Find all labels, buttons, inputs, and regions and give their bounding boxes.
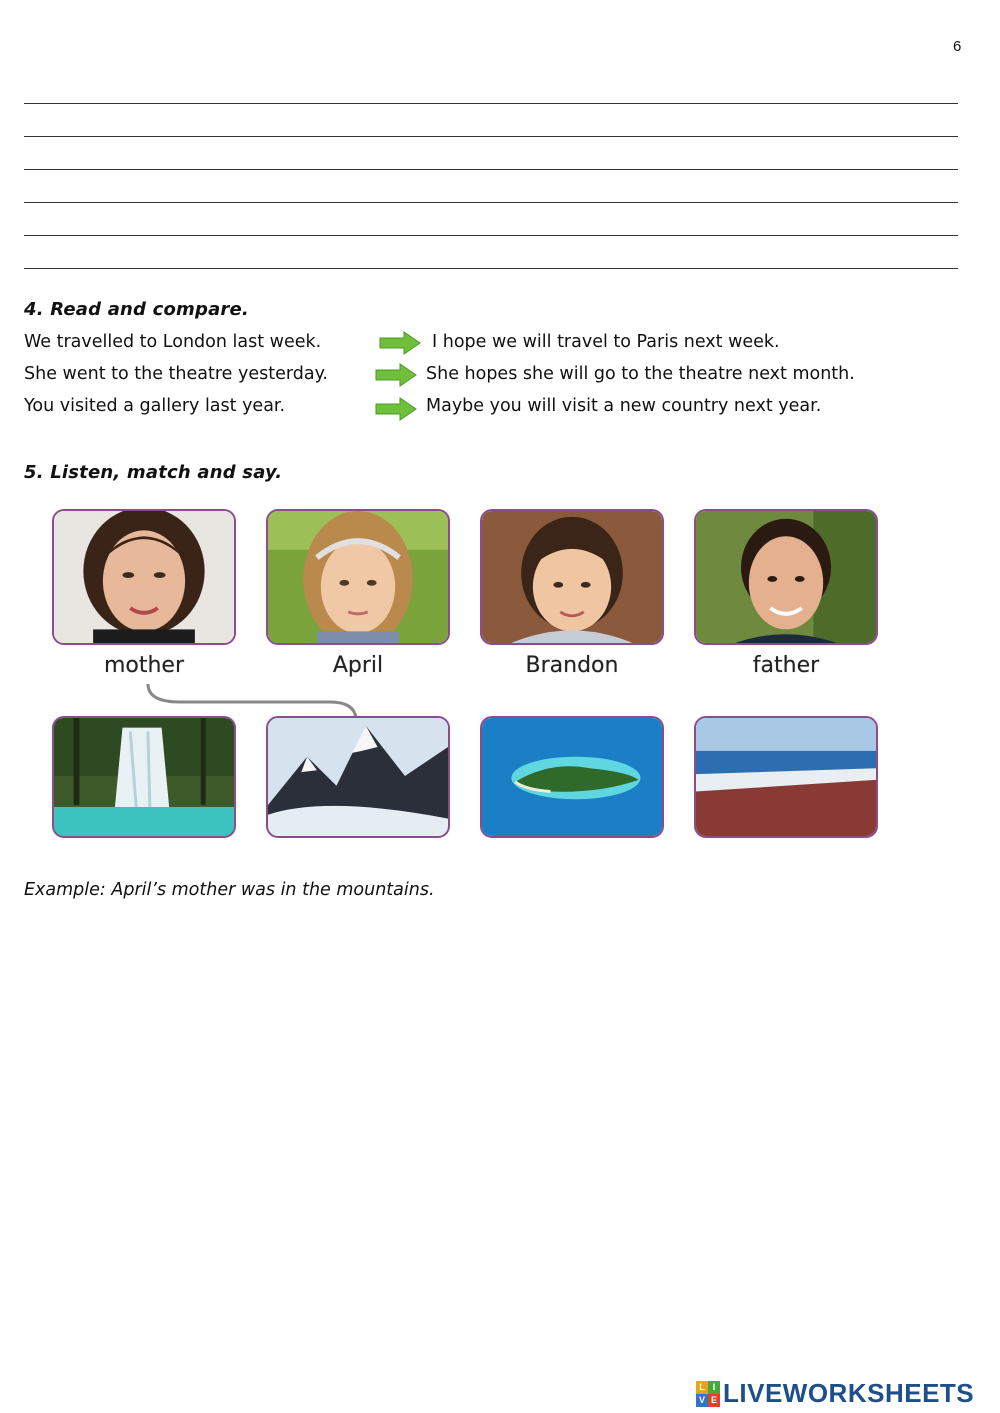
past-sentence: You visited a gallery last year. [24, 396, 286, 416]
person-label: mother [103, 653, 185, 678]
green-arrow-icon [374, 363, 418, 387]
green-arrow-icon [374, 397, 418, 421]
person-label: father [752, 653, 820, 678]
future-sentence: She hopes she will go to the theatre next month. [426, 364, 855, 384]
woman-portrait[interactable] [52, 509, 236, 645]
page-number: 6 [953, 38, 962, 55]
section5-heading: 5. Listen, match and say. [24, 462, 283, 483]
island-photo[interactable] [480, 716, 664, 838]
writing-line[interactable] [24, 136, 958, 137]
beach-photo[interactable] [694, 716, 878, 838]
writing-line[interactable] [24, 169, 958, 170]
girl-portrait[interactable] [266, 509, 450, 645]
man-portrait[interactable] [694, 509, 878, 645]
green-arrow-icon [378, 331, 422, 355]
waterfall-photo[interactable] [52, 716, 236, 838]
logo-text: LIVEWORKSHEETS [723, 1378, 975, 1408]
past-sentence: We travelled to London last week. [24, 332, 322, 352]
past-sentence: She went to the theatre yesterday. [24, 364, 328, 384]
mountains-photo[interactable] [266, 716, 450, 838]
future-sentence: I hope we will travel to Paris next week. [432, 332, 780, 352]
writing-line[interactable] [24, 202, 958, 203]
writing-line[interactable] [24, 103, 958, 104]
logo-mark-icon: L I V E [696, 1381, 720, 1407]
writing-line[interactable] [24, 268, 958, 269]
section4-heading: 4. Read and compare. [24, 299, 249, 320]
person-label: April [332, 653, 384, 678]
person-label: Brandon [525, 653, 619, 678]
writing-line[interactable] [24, 235, 958, 236]
example-sentence: Example: April’s mother was in the mountains. [24, 880, 435, 900]
boy-portrait[interactable] [480, 509, 664, 645]
match-connector-line [140, 680, 370, 720]
liveworksheets-logo [696, 1378, 974, 1409]
future-sentence: Maybe you will visit a new country next year. [426, 396, 822, 416]
